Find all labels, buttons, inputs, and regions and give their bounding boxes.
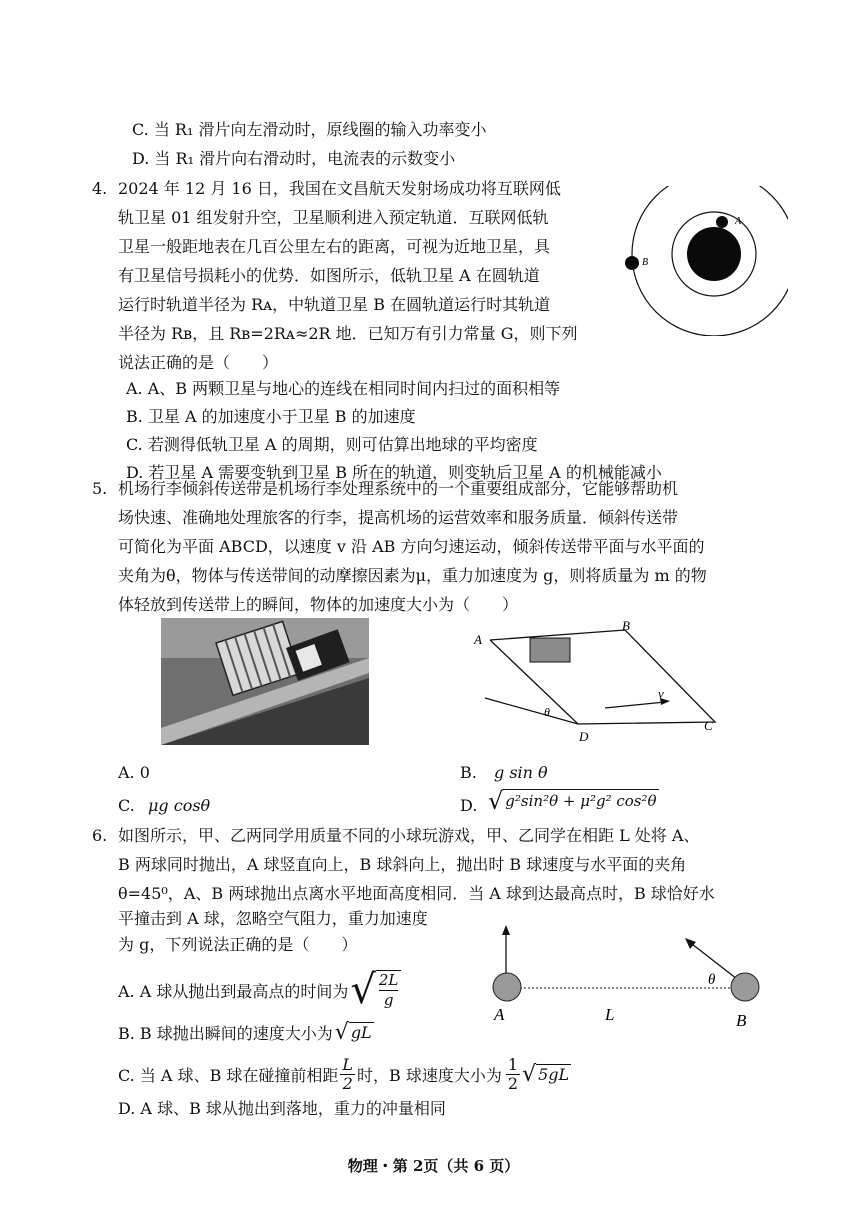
q6-option-a-fraction bbox=[376, 970, 402, 1010]
q5-option-c-expr: μg cosθ bbox=[148, 796, 211, 815]
q5-option-b-expr: g sin θ bbox=[494, 763, 548, 782]
ball-a bbox=[493, 973, 521, 1001]
numerator: 2L bbox=[378, 971, 399, 989]
q6-line-3: θ=45⁰，A、B 两球抛出点离水平地面高度相同．当 A 球到达最高点时，B 球恰好水 bbox=[118, 884, 715, 903]
balls-diagram bbox=[480, 920, 780, 1035]
q4-option-b: B. 卫星 A 的加速度小于卫星 B 的加速度 bbox=[126, 407, 416, 426]
conveyor-diagram bbox=[470, 618, 730, 750]
q5-option-b-label: B. bbox=[460, 763, 477, 782]
label-a: A bbox=[474, 632, 482, 647]
q6-line-5: 为 g，下列说法正确的是（ ） bbox=[118, 935, 358, 954]
velocity-arrow bbox=[605, 702, 665, 708]
q5-option-d-label: D. bbox=[460, 796, 478, 815]
label-v: v bbox=[658, 686, 664, 701]
q3-option-c: C. 当 R₁ 滑片向左滑动时，原线圈的输入功率变小 bbox=[132, 120, 487, 139]
q6-option-c-text2: 时，B 球速度大小为 bbox=[357, 1065, 502, 1085]
q6-option-c-expr: 5gL bbox=[538, 1065, 570, 1084]
q6-option-b-text: B. B 球抛出瞬间的速度大小为 bbox=[118, 1023, 333, 1043]
q6-option-c-coef bbox=[506, 1056, 520, 1093]
satellite-b bbox=[625, 256, 639, 270]
label-a: A bbox=[494, 1005, 505, 1024]
label-b: B bbox=[622, 618, 630, 633]
q5-line-1: 机场行李倾斜传送带是机场行李处理系统中的一个重要组成部分，它能够帮助机 bbox=[118, 479, 679, 498]
q6-option-a-text: A. A 球从抛出到最高点的时间为 bbox=[118, 981, 349, 1001]
sqrt-sign: √ bbox=[488, 787, 504, 815]
numerator: L bbox=[342, 1054, 354, 1074]
q4-number: 4. bbox=[92, 179, 108, 198]
q5-option-c-label: C. bbox=[118, 796, 135, 815]
earth bbox=[687, 227, 741, 281]
q4-line-1: 2024 年 12 月 16 日，我国在文昌航天发射场成功将互联网低 bbox=[118, 179, 561, 198]
q4-option-a: A. A、B 两颗卫星与地心的连线在相同时间内扫过的面积相等 bbox=[126, 379, 561, 398]
denominator: g bbox=[383, 991, 394, 1009]
q6-line-1: 如图所示，甲、乙两同学用质量不同的小球玩游戏，甲、乙同学在相距 L 处将 A、 bbox=[118, 826, 700, 845]
q6-option-c-text1: C. 当 A 球、B 球在碰撞前相距 bbox=[118, 1065, 339, 1085]
sqrt-sign: √ bbox=[334, 1019, 349, 1045]
q5-option-d-expr: g²sin²θ + μ²g² cos²θ bbox=[503, 789, 658, 810]
luggage-box bbox=[530, 638, 570, 662]
q5-number: 5. bbox=[92, 479, 108, 498]
q5-line-3: 可简化为平面 ABCD，以速度 v 沿 AB 方向匀速运动，倾斜传送带平面与水平面的 bbox=[118, 537, 705, 556]
ball-b-arrowhead bbox=[685, 938, 696, 949]
coef-denominator: 2 bbox=[507, 1073, 519, 1093]
q4-line-3: 卫星一般距地表在几百公里左右的距离，可视为近地卫星，具 bbox=[118, 237, 551, 256]
q5-line-5: 体轻放到传送带上的瞬间，物体的加速度大小为（ ） bbox=[118, 595, 519, 614]
q4-option-d: D. 若卫星 A 需要变轨到卫星 B 所在的轨道，则变轨后卫星 A 的机械能减小 bbox=[126, 463, 662, 482]
q4-line-6: 半径为 Rʙ，且 Rʙ=2Rᴀ≈2R 地．已知万有引力常量 G，则下列 bbox=[118, 324, 578, 343]
satellite-a bbox=[716, 216, 728, 228]
q5-option-d-sqrt bbox=[488, 786, 659, 816]
q6-option-b bbox=[118, 1018, 374, 1046]
page-footer: 物理・第 2页（共 6 页） bbox=[347, 1157, 520, 1175]
q6-option-c bbox=[118, 1054, 571, 1094]
q6-line-2: B 两球同时抛出，A 球竖直向上，B 球斜向上，抛出时 B 球速度与水平面的夹角 bbox=[118, 855, 687, 874]
denominator: 2 bbox=[342, 1073, 353, 1093]
q4-line-5: 运行时轨道半径为 Rᴀ，中轨道卫星 B 在圆轨道运行时其轨道 bbox=[118, 295, 551, 314]
q3-option-d: D. 当 R₁ 滑片向右滑动时，电流表的示数变小 bbox=[132, 149, 456, 168]
label-b: B bbox=[736, 1011, 747, 1030]
q4-line-7: 说法正确的是（ ） bbox=[118, 353, 279, 372]
label-l: L bbox=[605, 1005, 615, 1024]
q5-line-2: 场快速、准确地处理旅客的行李，提高机场的运营效率和服务质量．倾斜传送带 bbox=[118, 508, 679, 527]
coef-numerator: 1 bbox=[507, 1054, 519, 1074]
label-c: C bbox=[704, 718, 713, 733]
ball-b bbox=[731, 973, 759, 1001]
q6-option-a bbox=[118, 962, 401, 1018]
q5-line-4: 夹角为θ，物体与传送带间的动摩擦因素为μ，重力加速度为 g，则将质量为 m 的物 bbox=[118, 566, 707, 585]
label-theta: θ bbox=[544, 705, 550, 719]
q4-option-c: C. 若测得低轨卫星 A 的周期，则可估算出地球的平均密度 bbox=[126, 435, 538, 454]
q6-option-b-expr: gL bbox=[350, 1023, 372, 1042]
label-theta: θ bbox=[708, 972, 716, 988]
q6-line-4: 平撞击到 A 球，忽略空气阻力，重力加速度 bbox=[118, 909, 428, 928]
q4-line-2: 轨卫星 01 组发射升空，卫星顺利进入预定轨道．互联网低轨 bbox=[118, 208, 549, 227]
sqrt-sign: √ bbox=[522, 1061, 537, 1087]
q6-option-d: D. A 球、B 球从抛出到落地，重力的冲量相同 bbox=[118, 1099, 446, 1118]
sqrt-sign: √ bbox=[350, 967, 376, 1013]
q5-option-a: A. 0 bbox=[118, 763, 150, 782]
ball-a-arrowhead bbox=[502, 925, 510, 935]
label-a: A bbox=[735, 216, 742, 227]
q6-number: 6. bbox=[92, 826, 108, 845]
conveyor-photo bbox=[161, 618, 369, 745]
q6-option-c-fraction bbox=[340, 1056, 355, 1093]
label-d: D bbox=[579, 729, 589, 744]
belt-plane-abcd bbox=[490, 630, 715, 724]
q4-line-4: 有卫星信号损耗小的优势．如图所示，低轨卫星 A 在圆轨道 bbox=[118, 266, 540, 285]
orbit-diagram bbox=[618, 186, 788, 336]
label-b: B bbox=[642, 257, 649, 268]
